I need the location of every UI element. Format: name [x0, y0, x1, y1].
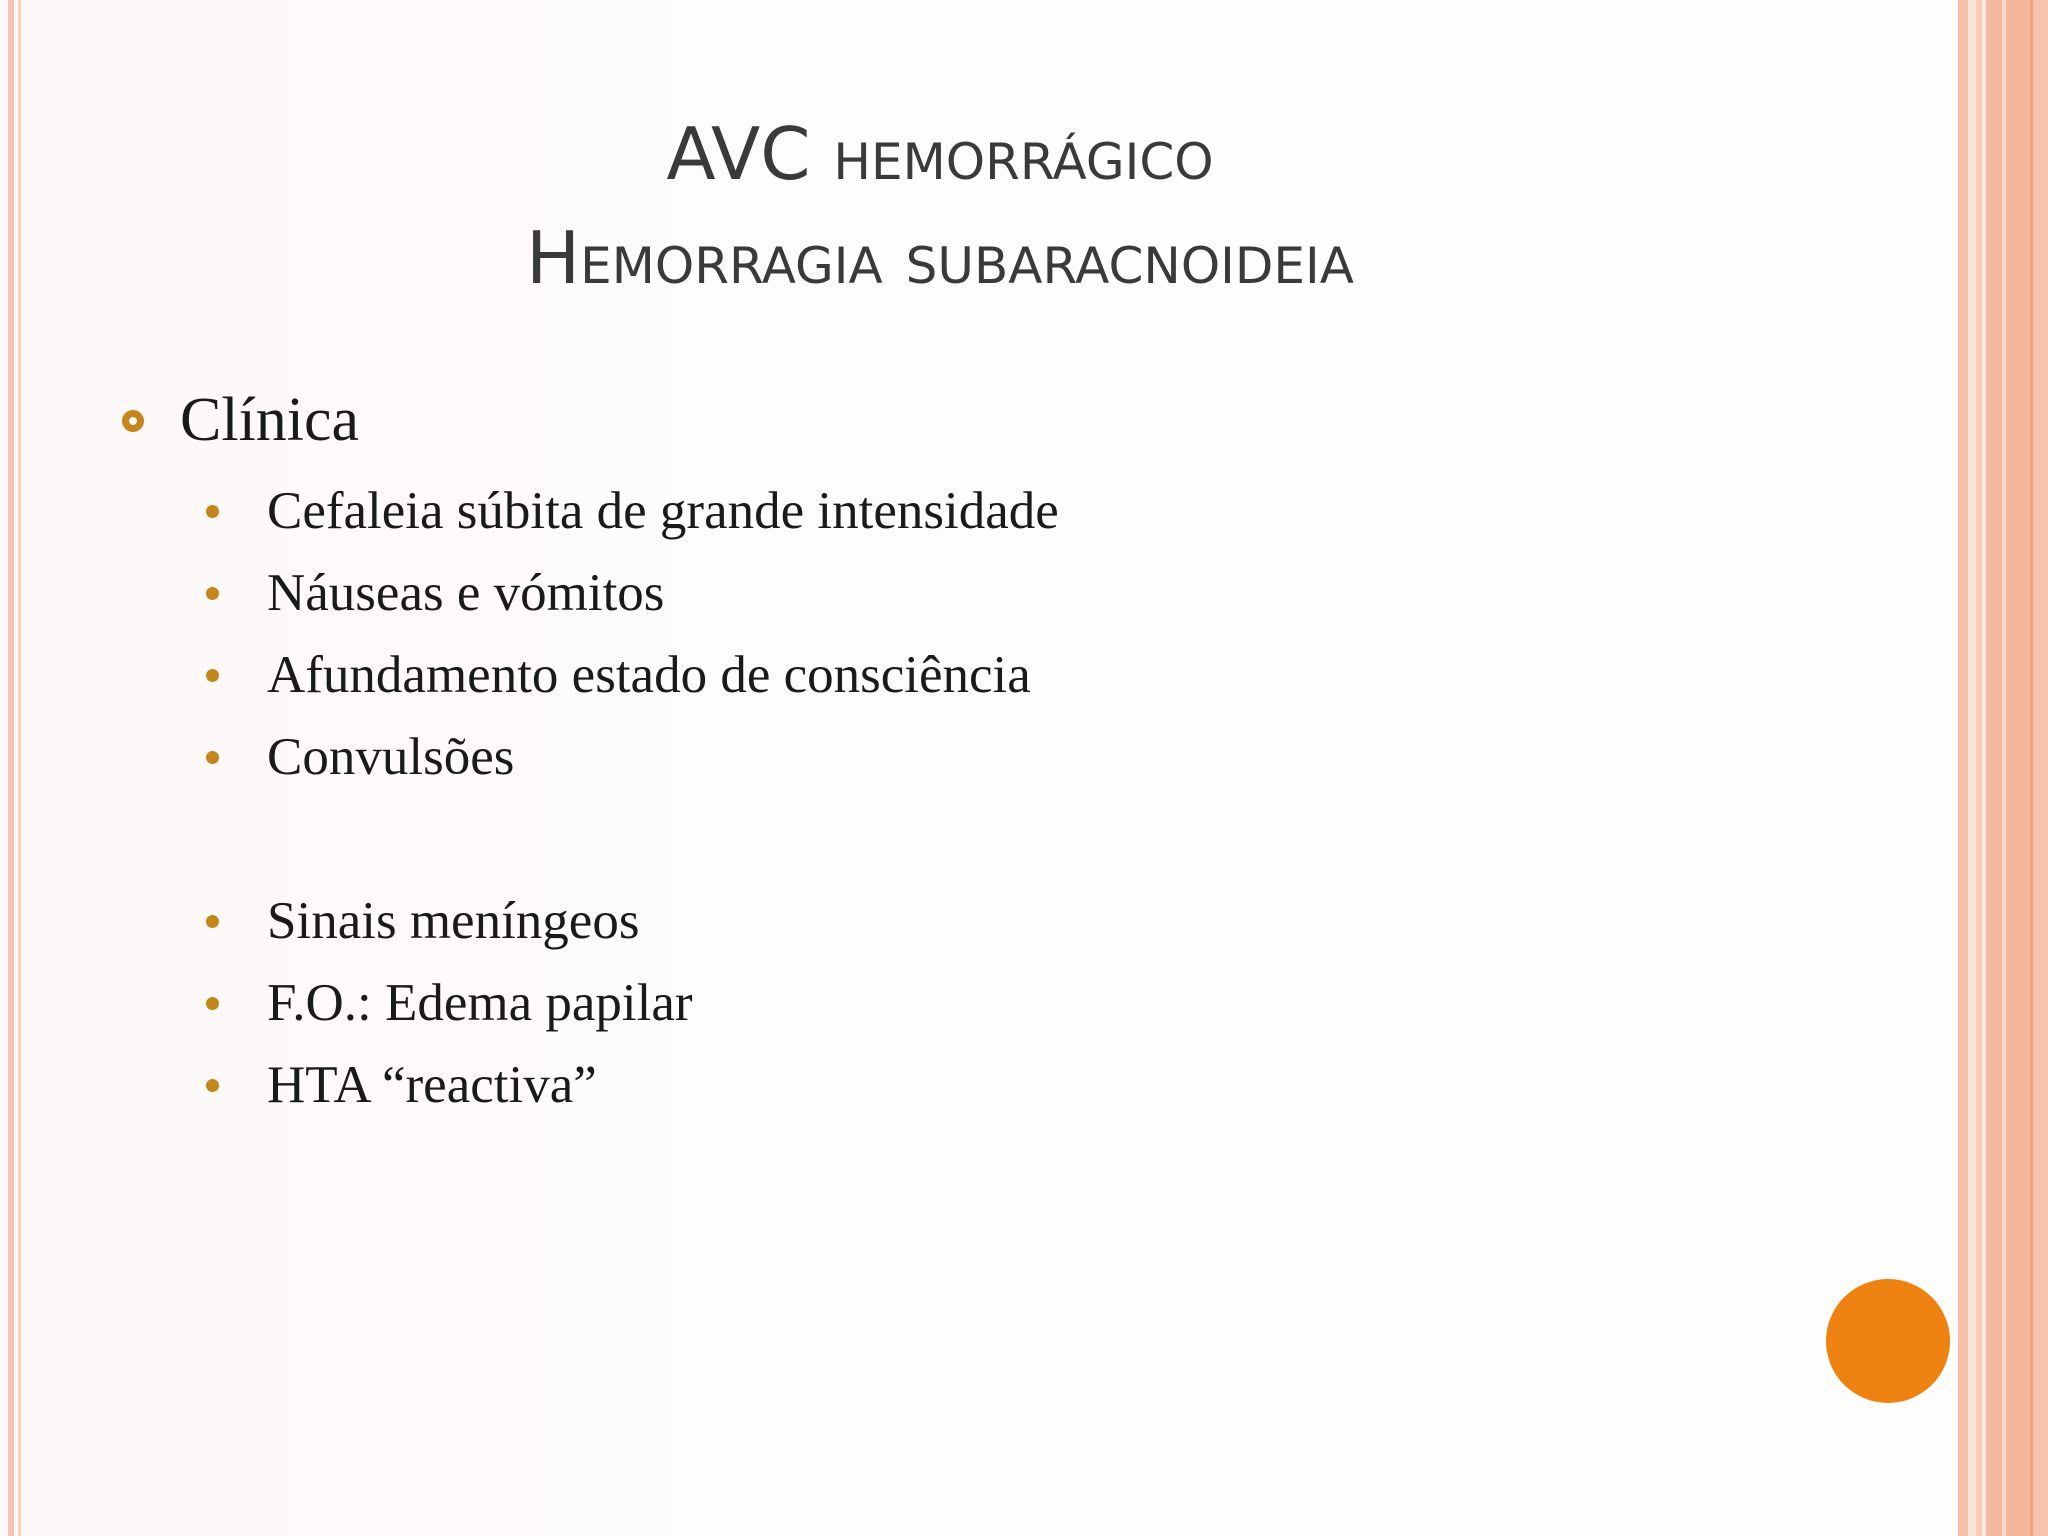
list-item-text: Convulsões — [267, 728, 515, 786]
list-item — [206, 1044, 1059, 1126]
list-item — [206, 552, 1059, 634]
list-item-text: Náuseas e vómitos — [267, 564, 665, 622]
right-border-stripe — [1958, 0, 1968, 1536]
ring-bullet-icon — [122, 410, 144, 432]
sub-bullet-list — [206, 470, 1059, 1126]
list-item-text: HTA “reactiva” — [267, 1056, 597, 1114]
list-item — [206, 716, 1059, 798]
dot-bullet-icon — [206, 587, 219, 600]
right-border-stripe — [2006, 0, 2030, 1536]
dot-bullet-icon — [206, 1079, 219, 1092]
list-item-text: Afundamento estado de consciência — [267, 646, 1031, 704]
orange-circle-decoration — [1826, 1279, 1950, 1403]
dot-bullet-icon — [206, 669, 219, 682]
dot-bullet-icon — [206, 505, 219, 518]
slide-title-line-2: Hemorragia subaracnoideia — [526, 216, 1354, 300]
list-item — [206, 634, 1059, 716]
main-bullet-text: Clínica — [180, 386, 360, 454]
list-item-text: F.O.: Edema papilar — [267, 974, 693, 1032]
right-border-stripe — [2033, 0, 2048, 1536]
slide-title-line-1: AVC hemorrágico — [666, 112, 1214, 196]
list-item — [206, 470, 1059, 552]
dot-bullet-icon — [206, 997, 219, 1010]
list-item — [206, 962, 1059, 1044]
right-border-stripe — [1986, 0, 2002, 1536]
main-bullet — [122, 385, 359, 456]
list-item-text: Sinais meníngeos — [267, 892, 640, 950]
dot-bullet-icon — [206, 751, 219, 764]
list-item — [206, 880, 1059, 962]
right-border-stripe — [1968, 0, 1976, 1536]
dot-bullet-icon — [206, 915, 219, 928]
list-item-text: Cefaleia súbita de grande intensidade — [267, 482, 1059, 540]
